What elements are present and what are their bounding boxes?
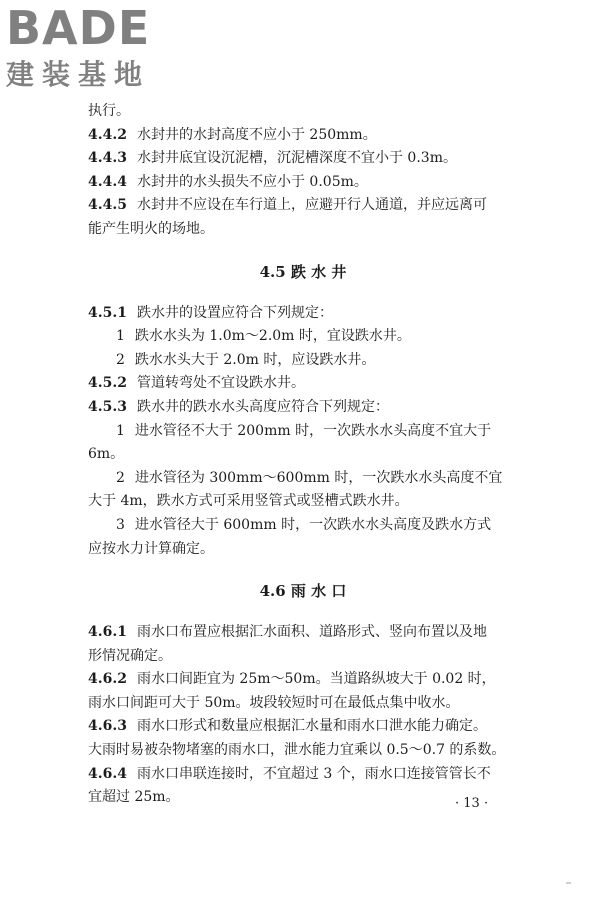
list-item: [88, 467, 518, 491]
clause-text: 雨水口间距宜为 25m～50m。当道路纵坡大于 0.02 时，: [136, 671, 496, 688]
scan-mark: [566, 882, 571, 884]
item-text: 进水管径不大于 200mm 时，一次跌水水头高度不宜大于: [134, 422, 492, 439]
clause-4-6-2: [88, 668, 518, 692]
item-number: 2: [116, 351, 125, 368]
clause-number: 4.6.4: [88, 765, 127, 782]
list-item: [88, 325, 518, 349]
clause-number: 4.6.3: [88, 718, 127, 735]
clause-4-6-4: [88, 763, 518, 787]
item-text: 跌水水头为 1.0m～2.0m 时，宜设跌水井。: [134, 328, 411, 345]
list-item: [88, 420, 518, 444]
clause-text: 水封井的水封高度不应小于 250mm。: [136, 126, 377, 143]
text-line: 应按水力计算确定。: [88, 540, 214, 557]
text-line: 宜超过 25m。: [88, 789, 180, 806]
item-number: 2: [116, 469, 125, 486]
clause-4-5-2: [88, 372, 518, 396]
clause-number: 4.4.2: [88, 126, 127, 143]
clause-4-4-2: [88, 124, 518, 148]
clause-text: 管道转弯处不宜设跌水井。: [136, 375, 305, 392]
clause-number: 4.5.1: [88, 304, 127, 321]
clause-number: 4.4.4: [88, 173, 127, 190]
section-heading-4-5: 4.5 跌 水 井: [259, 262, 347, 281]
clause-number: 4.4.3: [88, 150, 127, 167]
text-line: 形情况确定。: [88, 647, 172, 664]
text-line: 雨水口间距可大于 50m。坡段较短时可在最低点集中收水。: [88, 694, 460, 711]
clause-text: 水封井不应设在车行道上，应避开行人通道，并应远离可: [136, 197, 487, 214]
page-number: · 13 ·: [455, 796, 489, 811]
clause-4-6-1: [88, 621, 518, 645]
text-line: 6m。: [88, 446, 125, 463]
document-body: [88, 100, 518, 810]
clause-number: 4.6.2: [88, 671, 127, 688]
clause-text: 水封井底宜设沉泥槽，沉泥槽深度不宜小于 0.3m。: [136, 150, 457, 167]
section-heading-4-6: 4.6 雨 水 口: [259, 582, 347, 601]
clause-4-5-3: [88, 396, 518, 420]
clause-text: 跌水井的跌水水头高度应符合下列规定：: [136, 398, 389, 415]
bade-logo: [6, 2, 178, 92]
clause-text: 雨水口布置应根据汇水面积、道路形式、竖向布置以及地: [136, 624, 487, 641]
list-item: [88, 349, 518, 373]
clause-number: 4.6.1: [88, 624, 127, 641]
clause-number: 4.5.2: [88, 375, 127, 392]
clause-number: 4.4.5: [88, 197, 127, 214]
item-number: 3: [116, 516, 125, 533]
item-number: 1: [116, 422, 125, 439]
text-line: 大于 4m，跌水方式可采用竖管式或竖槽式跌水井。: [88, 493, 409, 510]
clause-4-4-4: [88, 171, 518, 195]
item-text: 进水管径为 300mm～600mm 时，一次跌水水头高度不宜: [134, 469, 503, 486]
clause-text: 水封井的水头损失不应小于 0.05m。: [136, 173, 368, 190]
clause-text: 跌水井的设置应符合下列规定：: [136, 304, 333, 321]
clause-4-5-1: [88, 302, 518, 326]
text-line: 执行。: [88, 103, 130, 119]
text-line: 能产生明火的场地。: [88, 220, 214, 237]
clause-text: 雨水口串联连接时，不宜超过 3 个，雨水口连接管管长不: [136, 765, 491, 782]
item-text: 进水管径大于 600mm 时，一次跌水水头高度及跌水方式: [134, 516, 492, 533]
clause-4-4-3: [88, 147, 518, 171]
item-text: 跌水水头大于 2.0m 时，应设跌水井。: [134, 351, 376, 368]
clause-4-4-5: [88, 194, 518, 218]
clause-text: 雨水口形式和数量应根据汇水量和雨水口泄水能力确定。: [136, 718, 487, 735]
clause-number: 4.5.3: [88, 398, 127, 415]
list-item: [88, 514, 518, 538]
item-number: 1: [116, 328, 125, 345]
text-line: 大雨时易被杂物堵塞的雨水口，泄水能力宜乘以 0.5～0.7 的系数。: [88, 742, 506, 759]
logo-wordmark: BADE: [6, 1, 151, 55]
clause-4-6-3: [88, 715, 518, 739]
logo-chinese: 建装基地: [6, 58, 151, 91]
